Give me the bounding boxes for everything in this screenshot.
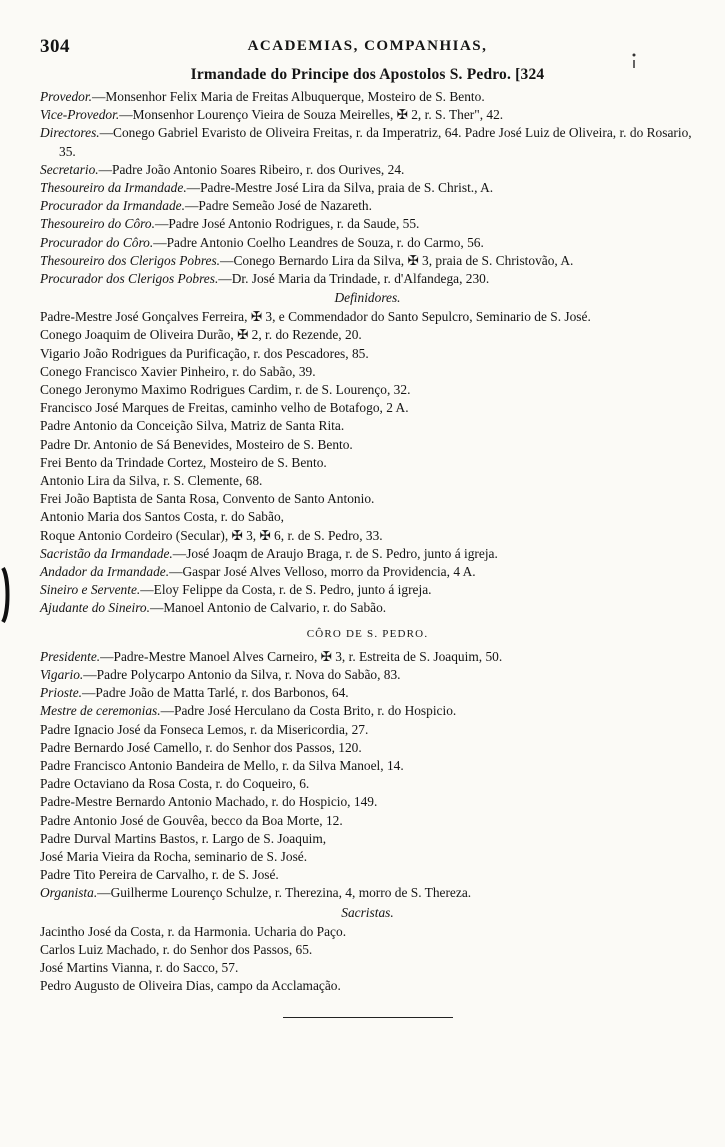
running-title: ACADEMIAS, COMPANHIAS,: [247, 38, 488, 54]
sacrista-entry: Pedro Augusto de Oliveira Dias, campo da Acclamação.: [40, 978, 341, 994]
document-page: [40, 30, 695, 1018]
sacrista-entry: Carlos Luiz Machado, r. do Senhor dos Passos, 65.: [40, 941, 313, 957]
officer-entry: [40, 234, 695, 252]
entry-text: Padre João Antonio Soares Ribeiro, r. dos Ourives, 24.: [112, 161, 405, 177]
entry-role: Organista.: [40, 885, 98, 901]
definidores-title: Definidores.: [334, 290, 401, 306]
page-number: 304: [40, 36, 70, 57]
entry-dash: —: [153, 234, 167, 250]
entry-role: Procurador dos Clerigos Pobres.: [40, 271, 219, 287]
entry-role: Thesoureiro da Irmandade.: [40, 180, 187, 196]
entry-text: Gaspar José Alves Velloso, morro da Providencia, 4 A.: [182, 564, 476, 580]
staff-entry: [40, 599, 695, 617]
coro-member-entry: Padre Bernardo José Camello, r. do Senhor dos Passos, 120.: [40, 739, 362, 755]
sacristas-list: [40, 923, 695, 996]
officer-entry: [40, 215, 695, 233]
entry-text: Padre Antonio Coelho Leandres de Souza, r. do Carmo, 56.: [166, 234, 484, 250]
sacrista-entry: José Martins Vianna, r. do Sacco, 57.: [40, 959, 239, 975]
entry-dash: —: [82, 685, 96, 701]
staff-list: [40, 545, 695, 618]
definidor-entry: Frei João Baptista de Santa Rosa, Convento de Santo Antonio.: [40, 491, 375, 507]
entry-role: Secretario.: [40, 161, 99, 177]
entry-dash: —: [169, 564, 183, 580]
coro-officer-entry: [40, 684, 695, 702]
entry-role: Procurador da Irmandade.: [40, 198, 185, 214]
entry-text: Conego Bernardo Lira da Silva, ✠ 3, praia de S. Christovão, A.: [233, 252, 574, 268]
entry-dash: —: [100, 648, 114, 664]
entry-text: Conego Gabriel Evaristo de Oliveira Freitas, r. da Imperatriz, 64. Padre José Luiz de Oliveira, r. do Rosario, 35.: [59, 125, 692, 159]
definidor-entry: Padre Dr. Antonio de Sá Benevides, Mosteiro de S. Bento.: [40, 436, 353, 452]
entry-role: Thesoureiro dos Clerigos Pobres.: [40, 252, 221, 268]
staff-entry: [40, 581, 695, 599]
coro-officer-entry: [40, 702, 695, 720]
entry-dash: —: [98, 161, 113, 177]
entry-role: Procurador do Côro.: [40, 234, 154, 250]
entry-role: Directores.: [40, 125, 100, 141]
definidores-list: [40, 308, 695, 545]
entry-role: Thesoureiro do Côro.: [40, 216, 155, 232]
definidor-entry: Francisco José Marques de Freitas, caminho velho de Botafogo, 2 A.: [40, 400, 409, 416]
officer-entry: [40, 88, 695, 106]
entry-role: Andador da Irmandade.: [40, 564, 170, 580]
coro-member-entry: Padre Durval Martins Bastos, r. Largo de S. Joaquim,: [40, 830, 327, 846]
officer-entry: [40, 161, 695, 179]
entry-dash: —: [184, 198, 199, 214]
entry-text: José Joaqm de Araujo Braga, r. de S. Pedro, junto á igreja.: [186, 545, 498, 561]
coro-member-entry: Padre Francisco Antonio Bandeira de Mello, r. da Silva Manoel, 14.: [40, 757, 404, 773]
officers-list: [40, 88, 695, 288]
entry-dash: —: [97, 885, 111, 901]
officer-entry: [40, 252, 695, 270]
section-heading: Irmandade do Principe dos Apostolos S. Pedro. [324: [190, 66, 545, 83]
organista-entry: [40, 884, 695, 902]
coro-members-list: [40, 721, 695, 885]
officer-entry: [40, 124, 695, 160]
definidor-entry: Conego Francisco Xavier Pinheiro, r. do Sabão, 39.: [40, 363, 316, 379]
entry-text: Padre-Mestre José Lira da Silva, praia de S. Christ., A.: [200, 180, 494, 196]
entry-text: Dr. José Maria da Trindade, r. d'Alfandega, 230.: [231, 271, 490, 287]
entry-text: Eloy Felippe da Costa, r. de S. Pedro, junto á igreja.: [153, 582, 432, 598]
entry-dash: —: [172, 545, 187, 561]
entry-dash: —: [99, 125, 114, 141]
entry-role: Presidente.: [40, 648, 101, 664]
definidor-entry: Padre Antonio da Conceição Silva, Matriz de Santa Rita.: [40, 418, 345, 434]
entry-dash: —: [220, 252, 234, 268]
margin-bracket-mark: [0, 566, 10, 624]
coro-officers-list: [40, 648, 695, 721]
coro-title: CÔRO DE S. PEDRO.: [306, 627, 429, 640]
entry-dash: —: [149, 600, 164, 616]
entry-role: Sineiro e Servente.: [40, 582, 141, 598]
definidor-entry: Padre-Mestre José Gonçalves Ferreira, ✠ 3, e Commendador do Santo Sepulcro, Seminario de S. José.: [40, 309, 591, 325]
coro-member-entry: Padre Tito Pereira de Carvalho, r. de S. José.: [40, 867, 279, 883]
officer-entry: [40, 106, 695, 124]
entry-dash: —: [91, 89, 106, 104]
entry-role: Sacristão da Irmandade.: [40, 545, 173, 561]
coro-officer-entry: [40, 648, 695, 666]
officer-entry: [40, 197, 695, 215]
entry-role: Vice-Provedor.: [40, 107, 120, 123]
entry-role: Prioste.: [40, 685, 83, 701]
entry-dash: —: [119, 107, 133, 123]
definidor-entry: Frei Bento da Trindade Cortez, Mosteiro de S. Bento.: [40, 454, 327, 470]
entry-text: Padre José Herculano da Costa Brito, r. do Hospicio.: [174, 703, 457, 719]
definidor-entry: Conego Joaquim de Oliveira Durão, ✠ 2, r. do Rezende, 20.: [40, 327, 362, 343]
entry-text: Padre José Antonio Rodrigues, r. da Saude, 55.: [168, 216, 420, 232]
entry-text: Monsenhor Lourenço Vieira de Souza Meirelles, ✠ 2, r. S. Ther", 42.: [132, 107, 504, 123]
definidor-entry: Antonio Maria dos Santos Costa, r. do Sabão,: [40, 509, 284, 525]
definidor-entry: Vigario João Rodrigues da Purificação, r. dos Pescadores, 85.: [40, 345, 369, 361]
organista-line: [40, 884, 695, 902]
entry-text: Guilherme Lourenço Schulze, r. Therezina, 4, morro de S. Thereza.: [110, 885, 472, 901]
entry-dash: —: [160, 703, 174, 719]
entry-dash: —: [154, 216, 169, 232]
coro-member-entry: José Maria Vieira da Rocha, seminario de S. José.: [40, 848, 308, 864]
coro-member-entry: Padre Octaviano da Rosa Costa, r. do Coqueiro, 6.: [40, 776, 310, 792]
definidor-entry: Conego Jeronymo Maximo Rodrigues Cardim, r. de S. Lourenço, 32.: [40, 382, 411, 398]
entry-role: Ajudante do Sineiro.: [40, 600, 150, 616]
running-head: [40, 30, 695, 60]
definidor-entry: Antonio Lira da Silva, r. S. Clemente, 68.: [40, 473, 263, 489]
officer-entry: [40, 270, 695, 288]
sacristas-title: Sacristas.: [341, 904, 394, 920]
staff-entry: [40, 545, 695, 563]
closing-rule: [283, 1017, 453, 1018]
coro-member-entry: Padre-Mestre Bernardo Antonio Machado, r. do Hospicio, 149.: [40, 794, 378, 810]
coro-member-entry: Padre Antonio José de Gouvêa, becco da Boa Morte, 12.: [40, 812, 343, 828]
entry-dash: —: [186, 180, 201, 196]
entry-dash: —: [140, 582, 154, 598]
entry-role: Provedor.: [40, 89, 92, 104]
entry-role: Vigario.: [40, 666, 84, 682]
coro-officer-entry: [40, 666, 695, 684]
entry-dash: —: [83, 666, 97, 682]
entry-text: Manoel Antonio de Calvario, r. do Sabão.: [163, 600, 387, 616]
entry-text: Padre João de Matta Tarlé, r. dos Barbonos, 64.: [95, 685, 349, 701]
entry-role: Mestre de ceremonias.: [40, 703, 161, 719]
staff-entry: [40, 563, 695, 581]
definidor-entry: Roque Antonio Cordeiro (Secular), ✠ 3, ✠ 6, r. de S. Pedro, 33.: [40, 527, 383, 543]
sacrista-entry: Jacintho José da Costa, r. da Harmonia. Ucharia do Paço.: [40, 923, 347, 939]
entry-dash: —: [218, 271, 232, 287]
entry-text: Padre-Mestre Manoel Alves Carneiro, ✠ 3, r. Estreita de S. Joaquim, 50.: [113, 648, 503, 664]
officer-entry: [40, 179, 695, 197]
entry-text: Padre Polycarpo Antonio da Silva, r. Nova do Sabão, 83.: [96, 666, 401, 682]
entry-text: Monsenhor Felix Maria de Freitas Albuquerque, Mosteiro de S. Bento.: [105, 89, 485, 104]
coro-member-entry: Padre Ignacio José da Fonseca Lemos, r. da Misericordia, 27.: [40, 721, 369, 737]
entry-text: Padre Semeão José de Nazareth.: [198, 198, 372, 214]
